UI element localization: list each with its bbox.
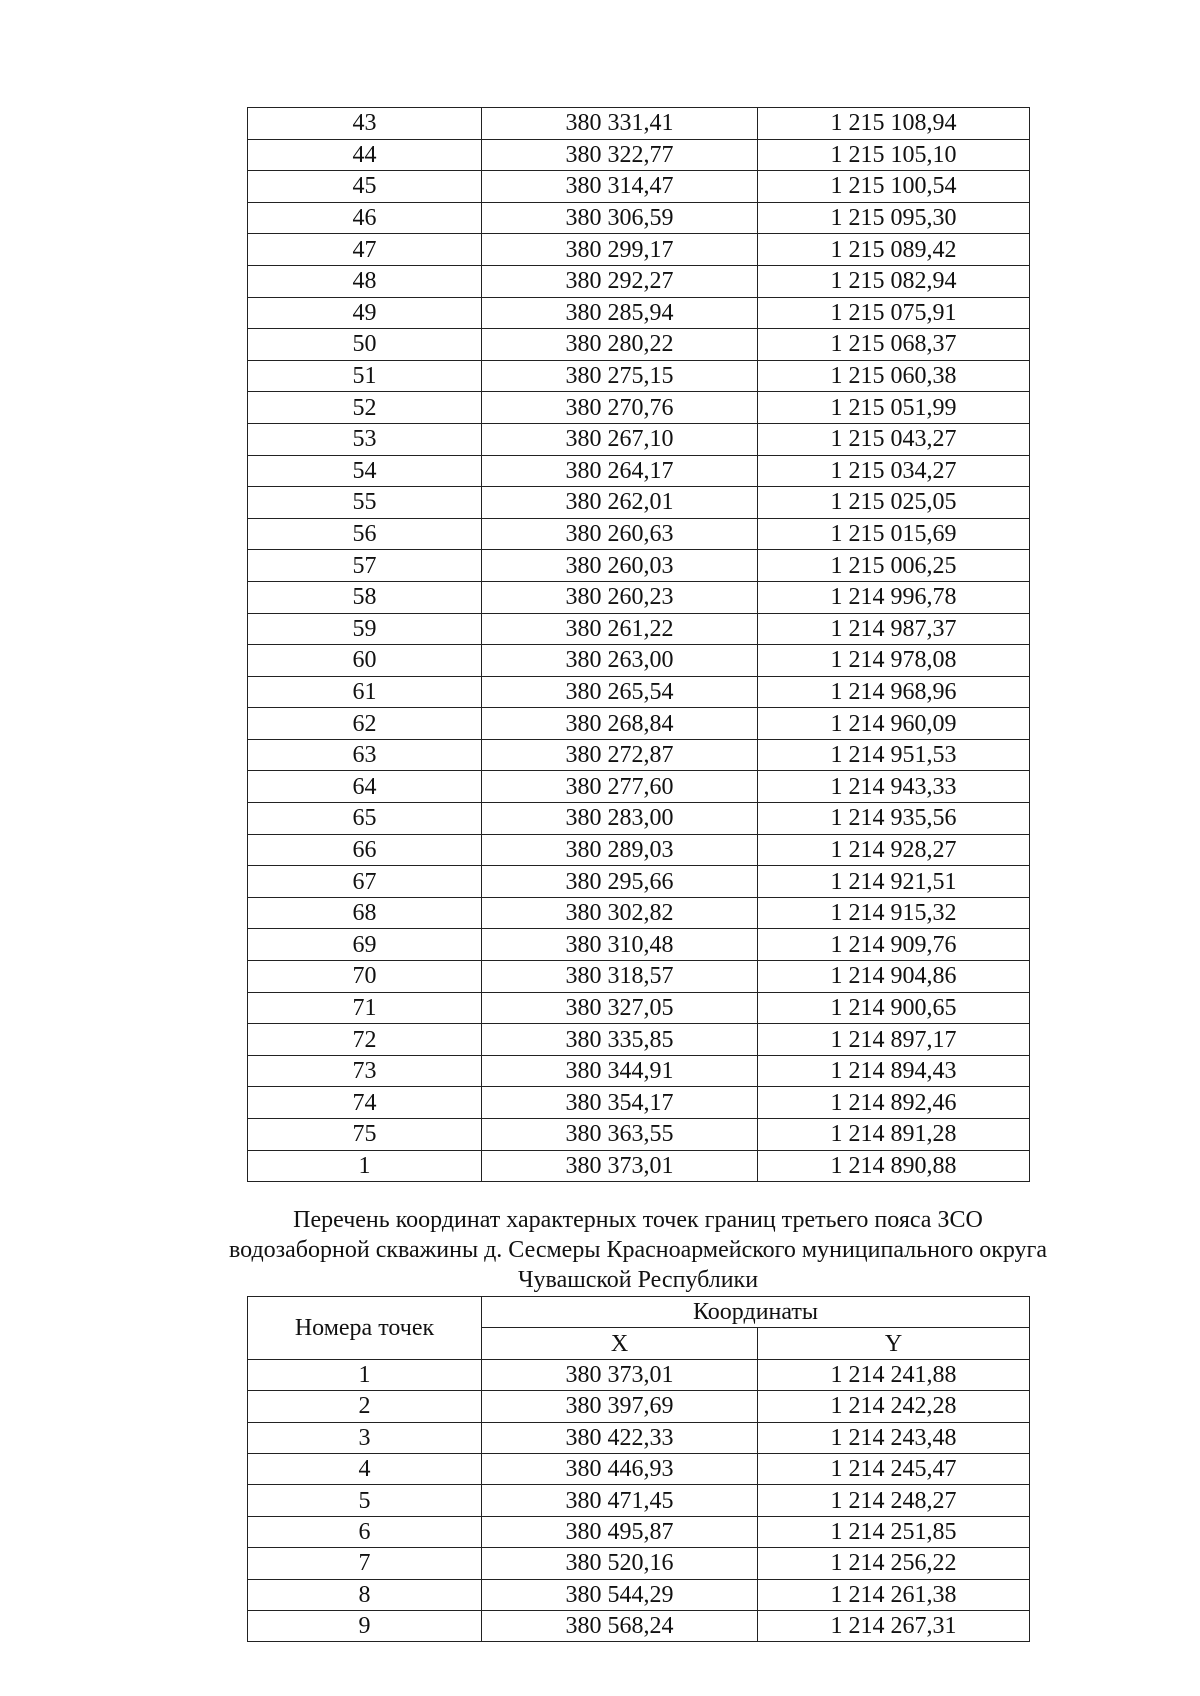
point-number-cell: 54 <box>248 455 482 487</box>
coord-x-cell: 380 275,15 <box>482 360 758 392</box>
coord-x-cell: 380 260,23 <box>482 581 758 613</box>
coord-y-cell: 1 214 915,32 <box>758 897 1030 929</box>
table-row <box>248 1391 1030 1422</box>
point-number-cell: 65 <box>248 803 482 835</box>
coord-x-cell: 380 446,93 <box>482 1453 758 1484</box>
table-row <box>248 297 1030 329</box>
point-number-cell: 64 <box>248 771 482 803</box>
coord-x-cell: 380 272,87 <box>482 739 758 771</box>
coord-x-cell: 380 289,03 <box>482 834 758 866</box>
point-number-cell: 60 <box>248 645 482 677</box>
point-number-cell: 61 <box>248 676 482 708</box>
table-row <box>248 108 1030 140</box>
coord-y-cell: 1 214 909,76 <box>758 929 1030 961</box>
point-number-cell: 49 <box>248 297 482 329</box>
coord-x-cell: 380 544,29 <box>482 1579 758 1610</box>
coord-x-cell: 380 277,60 <box>482 771 758 803</box>
table-row <box>248 897 1030 929</box>
table-row <box>248 202 1030 234</box>
table-caption <box>150 1205 1126 1295</box>
coord-y-cell: 1 214 904,86 <box>758 961 1030 993</box>
table-row <box>248 866 1030 898</box>
coord-y-cell: 1 214 900,65 <box>758 992 1030 1024</box>
point-number-cell: 47 <box>248 234 482 266</box>
point-number-cell: 75 <box>248 1119 482 1151</box>
table-row <box>248 265 1030 297</box>
point-number-cell: 44 <box>248 139 482 171</box>
coord-y-cell: 1 214 891,28 <box>758 1119 1030 1151</box>
table-row <box>248 834 1030 866</box>
point-number-cell: 52 <box>248 392 482 424</box>
coord-y-cell: 1 215 095,30 <box>758 202 1030 234</box>
coord-x-cell: 380 295,66 <box>482 866 758 898</box>
coord-x-cell: 380 283,00 <box>482 803 758 835</box>
table-row <box>248 771 1030 803</box>
table-row <box>248 613 1030 645</box>
coord-x-cell: 380 495,87 <box>482 1516 758 1547</box>
coord-y-cell: 1 215 082,94 <box>758 265 1030 297</box>
coord-y-cell: 1 214 261,38 <box>758 1579 1030 1610</box>
coord-x-cell: 380 314,47 <box>482 171 758 203</box>
coord-y-cell: 1 214 241,88 <box>758 1359 1030 1390</box>
coord-x-cell: 380 322,77 <box>482 139 758 171</box>
point-number-cell: 1 <box>248 1150 482 1182</box>
coord-x-cell: 380 373,01 <box>482 1150 758 1182</box>
point-number-cell: 6 <box>248 1516 482 1547</box>
caption-line-2: водозаборной скважины д. Сесмеры Красноармейского муниципального округа <box>228 1237 1048 1263</box>
coord-x-cell: 380 471,45 <box>482 1485 758 1516</box>
point-number-cell: 57 <box>248 550 482 582</box>
table-row <box>248 1087 1030 1119</box>
coord-y-cell: 1 214 245,47 <box>758 1453 1030 1484</box>
coord-y-cell: 1 214 943,33 <box>758 771 1030 803</box>
coord-x-cell: 380 568,24 <box>482 1610 758 1641</box>
coord-x-cell: 380 331,41 <box>482 108 758 140</box>
table-row <box>248 1516 1030 1547</box>
table-row <box>248 1453 1030 1484</box>
point-number-cell: 70 <box>248 961 482 993</box>
point-number-cell: 4 <box>248 1453 482 1484</box>
table-row <box>248 1422 1030 1453</box>
table-row <box>248 1024 1030 1056</box>
table-row <box>248 392 1030 424</box>
table-row <box>248 1610 1030 1641</box>
table-row <box>248 992 1030 1024</box>
coord-x-cell: 380 260,63 <box>482 518 758 550</box>
coordinates-table-continued <box>247 107 1030 1182</box>
coord-y-cell: 1 215 100,54 <box>758 171 1030 203</box>
coord-y-cell: 1 214 892,46 <box>758 1087 1030 1119</box>
table-row <box>248 739 1030 771</box>
table-row <box>248 1359 1030 1390</box>
point-number-cell: 5 <box>248 1485 482 1516</box>
coord-x-cell: 380 397,69 <box>482 1391 758 1422</box>
caption-line-3: Чувашской Республики <box>517 1267 759 1293</box>
coord-x-cell: 380 263,00 <box>482 645 758 677</box>
point-number-cell: 55 <box>248 487 482 519</box>
point-number-cell: 3 <box>248 1422 482 1453</box>
coord-y-cell: 1 215 108,94 <box>758 108 1030 140</box>
point-number-cell: 2 <box>248 1391 482 1422</box>
coord-y-cell: 1 214 996,78 <box>758 581 1030 613</box>
point-number-cell: 46 <box>248 202 482 234</box>
caption-line-1: Перечень координат характерных точек границ третьего пояса ЗСО <box>293 1207 983 1233</box>
table-row <box>248 518 1030 550</box>
point-number-cell: 1 <box>248 1359 482 1390</box>
third-belt-coordinates-table-body <box>248 1359 1030 1642</box>
coord-x-cell: 380 363,55 <box>482 1119 758 1151</box>
table-row <box>248 1579 1030 1610</box>
table-row <box>248 1485 1030 1516</box>
coord-y-cell: 1 214 968,96 <box>758 676 1030 708</box>
point-number-cell: 71 <box>248 992 482 1024</box>
coord-x-cell: 380 270,76 <box>482 392 758 424</box>
coord-x-cell: 380 344,91 <box>482 1055 758 1087</box>
coord-y-cell: 1 214 960,09 <box>758 708 1030 740</box>
coord-y-cell: 1 215 006,25 <box>758 550 1030 582</box>
point-number-cell: 62 <box>248 708 482 740</box>
point-number-cell: 67 <box>248 866 482 898</box>
table-row <box>248 423 1030 455</box>
header-x: X <box>482 1328 758 1359</box>
coord-y-cell: 1 214 894,43 <box>758 1055 1030 1087</box>
coord-y-cell: 1 214 951,53 <box>758 739 1030 771</box>
coord-x-cell: 380 318,57 <box>482 961 758 993</box>
coord-x-cell: 380 373,01 <box>482 1359 758 1390</box>
table-row <box>248 676 1030 708</box>
point-number-cell: 43 <box>248 108 482 140</box>
point-number-cell: 63 <box>248 739 482 771</box>
table-row <box>248 1548 1030 1579</box>
coord-y-cell: 1 214 897,17 <box>758 1024 1030 1056</box>
coord-y-cell: 1 214 243,48 <box>758 1422 1030 1453</box>
table-row <box>248 929 1030 961</box>
coord-x-cell: 380 268,84 <box>482 708 758 740</box>
table-row <box>248 708 1030 740</box>
coord-x-cell: 380 520,16 <box>482 1548 758 1579</box>
point-number-cell: 45 <box>248 171 482 203</box>
coord-y-cell: 1 214 251,85 <box>758 1516 1030 1547</box>
table-header-row <box>248 1297 1030 1328</box>
coordinates-table-continued-body <box>248 108 1030 1182</box>
coord-x-cell: 380 280,22 <box>482 329 758 361</box>
coord-y-cell: 1 215 015,69 <box>758 518 1030 550</box>
coord-x-cell: 380 335,85 <box>482 1024 758 1056</box>
coord-x-cell: 380 354,17 <box>482 1087 758 1119</box>
coord-x-cell: 380 260,03 <box>482 550 758 582</box>
point-number-cell: 53 <box>248 423 482 455</box>
point-number-cell: 66 <box>248 834 482 866</box>
coord-y-cell: 1 215 068,37 <box>758 329 1030 361</box>
point-number-cell: 74 <box>248 1087 482 1119</box>
point-number-cell: 9 <box>248 1610 482 1641</box>
table-row <box>248 360 1030 392</box>
coord-y-cell: 1 214 928,27 <box>758 834 1030 866</box>
table-row <box>248 961 1030 993</box>
point-number-cell: 50 <box>248 329 482 361</box>
table-row <box>248 1150 1030 1182</box>
coord-y-cell: 1 214 248,27 <box>758 1485 1030 1516</box>
coord-y-cell: 1 214 935,56 <box>758 803 1030 835</box>
point-number-cell: 68 <box>248 897 482 929</box>
table-row <box>248 455 1030 487</box>
table-row <box>248 234 1030 266</box>
table-row <box>248 487 1030 519</box>
point-number-cell: 59 <box>248 613 482 645</box>
coord-y-cell: 1 214 890,88 <box>758 1150 1030 1182</box>
coord-y-cell: 1 215 043,27 <box>758 423 1030 455</box>
table-row <box>248 1119 1030 1151</box>
coord-x-cell: 380 310,48 <box>482 929 758 961</box>
coord-x-cell: 380 292,27 <box>482 265 758 297</box>
table-row <box>248 581 1030 613</box>
coord-y-cell: 1 215 051,99 <box>758 392 1030 424</box>
table-row <box>248 171 1030 203</box>
point-number-cell: 73 <box>248 1055 482 1087</box>
point-number-cell: 58 <box>248 581 482 613</box>
header-point-numbers: Номера точек <box>248 1297 482 1360</box>
point-number-cell: 48 <box>248 265 482 297</box>
coord-y-cell: 1 214 242,28 <box>758 1391 1030 1422</box>
coord-x-cell: 380 285,94 <box>482 297 758 329</box>
third-belt-coordinates-table <box>247 1296 1030 1642</box>
coord-x-cell: 380 267,10 <box>482 423 758 455</box>
point-number-cell: 69 <box>248 929 482 961</box>
coord-x-cell: 380 327,05 <box>482 992 758 1024</box>
coord-x-cell: 380 302,82 <box>482 897 758 929</box>
coord-y-cell: 1 215 060,38 <box>758 360 1030 392</box>
coord-y-cell: 1 215 089,42 <box>758 234 1030 266</box>
header-coordinates: Координаты <box>482 1297 1030 1328</box>
coord-y-cell: 1 215 075,91 <box>758 297 1030 329</box>
point-number-cell: 56 <box>248 518 482 550</box>
table-row <box>248 1055 1030 1087</box>
coord-y-cell: 1 214 921,51 <box>758 866 1030 898</box>
coord-y-cell: 1 214 256,22 <box>758 1548 1030 1579</box>
point-number-cell: 7 <box>248 1548 482 1579</box>
coord-x-cell: 380 306,59 <box>482 202 758 234</box>
coord-x-cell: 380 265,54 <box>482 676 758 708</box>
coord-y-cell: 1 214 987,37 <box>758 613 1030 645</box>
point-number-cell: 8 <box>248 1579 482 1610</box>
coord-x-cell: 380 422,33 <box>482 1422 758 1453</box>
point-number-cell: 72 <box>248 1024 482 1056</box>
coord-y-cell: 1 215 025,05 <box>758 487 1030 519</box>
table-row <box>248 329 1030 361</box>
coord-y-cell: 1 215 034,27 <box>758 455 1030 487</box>
coord-y-cell: 1 214 978,08 <box>758 645 1030 677</box>
coord-x-cell: 380 261,22 <box>482 613 758 645</box>
point-number-cell: 51 <box>248 360 482 392</box>
coord-y-cell: 1 215 105,10 <box>758 139 1030 171</box>
table-row <box>248 550 1030 582</box>
coord-x-cell: 380 264,17 <box>482 455 758 487</box>
table-row <box>248 645 1030 677</box>
coord-x-cell: 380 299,17 <box>482 234 758 266</box>
coord-x-cell: 380 262,01 <box>482 487 758 519</box>
table-row <box>248 803 1030 835</box>
table-row <box>248 139 1030 171</box>
coord-y-cell: 1 214 267,31 <box>758 1610 1030 1641</box>
header-y: Y <box>758 1328 1030 1359</box>
